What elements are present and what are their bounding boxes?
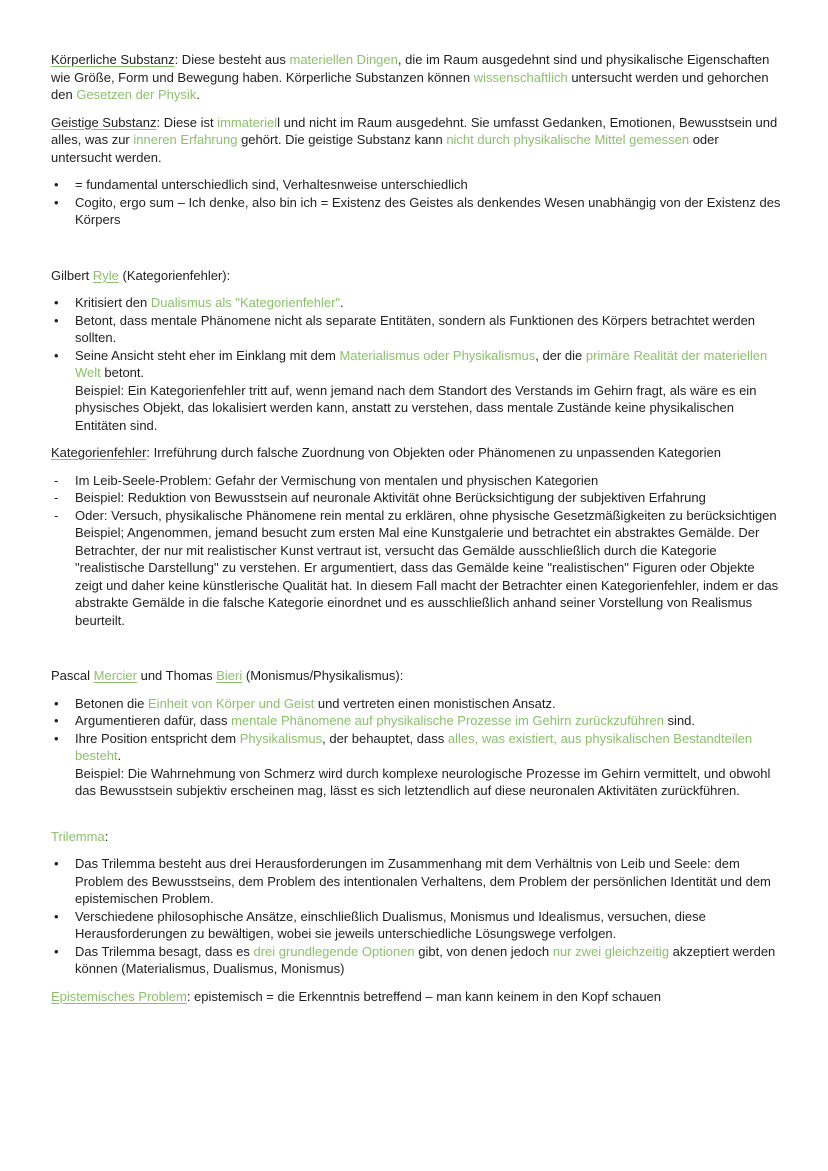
paragraph bbox=[51, 267, 781, 285]
dash-bullet-icon: - bbox=[54, 472, 59, 488]
list-item bbox=[51, 194, 781, 229]
text-run: : Irreführung durch falsche Zuordnung von Objekten oder Phänomenen zu unpassenden Kategorien bbox=[146, 445, 721, 460]
text-run: Verschiedene philosophische Ansätze, einschließlich Dualismus, Monismus und Idealismus, versuchen, diese Herausforderungen zu bewältigen, wobei sie jeweils unterschiedliche Lösungswege verfolgen. bbox=[75, 908, 706, 941]
list-item bbox=[51, 712, 781, 730]
text-run: : bbox=[104, 828, 109, 844]
text-run: sind. bbox=[663, 713, 696, 728]
paragraph bbox=[51, 444, 781, 462]
text-run: Das Trilemma besagt, dass es bbox=[75, 943, 254, 959]
highlighted-text: immateriel bbox=[217, 114, 278, 130]
text-run: akzeptiert werden können (Materialismus, Dualismus, Monismus) bbox=[75, 943, 776, 976]
text-run: , die im Raum ausgedehnt sind und physikalische Eigenschaften wie Größe, Form und Bewegung haben. Körperliche Substanzen können bbox=[51, 52, 770, 85]
dot-bullet-icon: • bbox=[54, 295, 59, 310]
highlighted-text: Materialismus oder Physikalismus bbox=[339, 347, 536, 363]
highlighted-text: Bieri bbox=[216, 668, 243, 683]
bullet-list bbox=[51, 472, 781, 630]
dot-bullet-icon: • bbox=[54, 730, 59, 746]
document-page bbox=[51, 51, 781, 1005]
text-run: Beispiel: Die Wahrnehmung von Schmerz wird durch komplexe neurologische Prozesse im Gehirn vermittelt, und obwohl das Bewusstsein subjektiv erscheinen mag, lässt es sich letztendlich auf diese neuronalen Aktivitäten zurückführen. bbox=[75, 765, 771, 798]
text-run: Pascal bbox=[51, 668, 94, 683]
text-run: , der die bbox=[535, 347, 586, 363]
text-run: Beispiel; Angenommen, jemand besucht zum ersten Mal eine Kunstgalerie und betrachtet ein abstraktes Gemälde. Der Betrachter, der nur mit realistischer Kunst vertraut ist, versucht das Gemälde ausschließlich durch die Kategorie "realistische Darstellung" zu verstehen. Er argumentiert, dass das Gemälde keine "realistischen" Figuren oder Objekte zeigt und daher keine künstlerische Qualität hat. In diesem Fall macht der Betrachter einen Kategorienfehler, indem er das abstrakte Gemälde in die falsche Kategorie einordnet und es ausschließlich anhand seiner Vorstellung von Realismus beurteilt. bbox=[75, 525, 779, 628]
text-run: untersucht werden und gehorchen den bbox=[51, 69, 769, 102]
list-item bbox=[51, 507, 781, 525]
paragraph bbox=[51, 114, 781, 167]
highlighted-text: Gesetzen der Physik bbox=[76, 87, 197, 102]
list-item bbox=[51, 908, 781, 943]
text-run: Cogito, ergo sum – Ich denke, also bin ich = Existenz des Geistes als denkendes Wesen unabhängig von der Existenz des Körpers bbox=[75, 194, 781, 227]
list-item bbox=[51, 176, 781, 194]
text-run: Argumentieren dafür, dass bbox=[75, 713, 232, 728]
underlined-term: Körperliche Substanz bbox=[51, 52, 175, 67]
text-run: Gilbert bbox=[51, 267, 93, 283]
paragraph bbox=[51, 667, 781, 685]
highlighted-text: inneren Erfahrung bbox=[133, 132, 238, 147]
text-run: = fundamental unterschiedlich sind, Verhaltesnweise unterschiedlich bbox=[75, 177, 468, 192]
highlighted-text: Dualismus als "Kategorienfehler" bbox=[150, 295, 341, 310]
text-run: . bbox=[340, 295, 344, 310]
highlighted-text: nicht durch physikalische Mittel gemessen bbox=[446, 132, 690, 147]
text-run: : epistemisch = die Erkenntnis betreffend – man kann keinem in den Kopf schauen bbox=[186, 988, 662, 1004]
paragraph bbox=[51, 828, 781, 846]
text-run: und vertreten einen monistischen Ansatz. bbox=[314, 695, 556, 711]
highlighted-text: Einheit von Körper und Geist bbox=[148, 695, 315, 711]
dot-bullet-icon: • bbox=[54, 908, 59, 924]
highlighted-text: materiellen Dingen bbox=[289, 52, 398, 67]
text-run: , der behauptet, dass bbox=[322, 730, 448, 746]
dot-bullet-icon: • bbox=[54, 312, 59, 328]
text-run: Oder: Versuch, physikalische Phänomene rein mental zu erklären, ohne physische Gesetzmäßigkeiten zu berücksichtigen bbox=[75, 507, 777, 523]
highlighted-text: mentale Phänomene auf physikalische Prozesse im Gehirn zurückzuführen bbox=[231, 713, 664, 728]
text-run: Ihre Position entspricht dem bbox=[75, 730, 240, 746]
underlined-term: Kategorienfehler bbox=[51, 445, 147, 460]
text-run: und Thomas bbox=[136, 668, 217, 683]
bullet-list bbox=[51, 176, 781, 229]
list-item bbox=[51, 294, 781, 312]
highlighted-text: Epistemisches Problem bbox=[51, 988, 187, 1004]
text-run: . bbox=[117, 748, 122, 763]
dot-bullet-icon: • bbox=[54, 856, 59, 871]
text-run: oder untersucht werden. bbox=[51, 132, 719, 165]
list-item bbox=[51, 472, 781, 490]
text-run: Kritisiert den bbox=[75, 295, 151, 310]
text-run: (Monismus/Physikalismus): bbox=[242, 668, 404, 683]
text-run: Seine Ansicht steht eher im Einklang mit dem bbox=[75, 347, 340, 363]
text-run: gibt, von denen jedoch bbox=[414, 943, 553, 959]
text-run: Betont, dass mentale Phänomene nicht als separate Entitäten, sondern als Funktionen des Körpers betrachtet werden sollten. bbox=[75, 312, 756, 345]
dot-bullet-icon: • bbox=[54, 194, 59, 210]
highlighted-text: wissenschaftlich bbox=[473, 69, 568, 85]
highlighted-text: alles, was existiert, aus physikalischen Bestandteilen besteht bbox=[75, 730, 753, 763]
text-run: l und nicht im Raum ausgedehnt. Sie umfasst Gedanken, Emotionen, Bewusstsein und alles, was zur bbox=[51, 114, 778, 147]
text-run: Das Trilemma besteht aus drei Herausforderungen im Zusammenhang mit dem Verhältnis von Leib und Seele: dem Problem des Bewusstseins, dem Problem des intentionalen Verhaltens, dem Problem der persönlichen Identität und dem epistemischen Problem. bbox=[75, 856, 771, 906]
text-run: : Diese ist bbox=[156, 114, 218, 130]
dot-bullet-icon: • bbox=[54, 943, 59, 959]
dash-bullet-icon: - bbox=[54, 507, 59, 523]
paragraph bbox=[51, 51, 781, 104]
text-run: Beispiel: Ein Kategorienfehler tritt auf, wenn jemand nach dem Standort des Verstands im Gehirn fragt, als wäre es ein physisches Objekt, das lokalisiert werden kann, anstatt zu verstehen, dass mentale Zustände keine physikalischen Entitäten sind. bbox=[75, 382, 757, 433]
text-run: gehört. Die geistige Substanz kann bbox=[237, 132, 447, 147]
text-run: (Kategorienfehler): bbox=[118, 267, 231, 283]
paragraph bbox=[51, 988, 781, 1006]
dot-bullet-icon: • bbox=[54, 347, 59, 363]
list-item bbox=[51, 730, 781, 765]
text-run: Im Leib-Seele-Problem: Gefahr der Vermischung von mentalen und physischen Kategorien bbox=[75, 472, 599, 488]
dot-bullet-icon: • bbox=[54, 695, 59, 711]
text-run: Betonen die bbox=[75, 695, 149, 711]
list-item bbox=[51, 855, 781, 908]
underlined-term: Geistige Substanz bbox=[51, 114, 157, 130]
highlighted-text: Mercier bbox=[93, 668, 137, 683]
text-run: . bbox=[196, 87, 200, 102]
dash-bullet-icon: - bbox=[54, 490, 59, 505]
list-item bbox=[51, 943, 781, 978]
highlighted-text: Physikalismus bbox=[239, 730, 323, 746]
list-item bbox=[51, 489, 781, 507]
bullet-list bbox=[51, 294, 781, 434]
dot-bullet-icon: • bbox=[54, 177, 59, 192]
highlighted-text: primäre Realität der materiellen Welt bbox=[75, 347, 768, 380]
dot-bullet-icon: • bbox=[54, 713, 59, 728]
text-run: betont. bbox=[100, 365, 145, 380]
list-item bbox=[51, 765, 781, 800]
list-item bbox=[51, 524, 781, 629]
highlighted-text: Trilemma bbox=[51, 828, 105, 844]
bullet-list bbox=[51, 855, 781, 978]
list-item bbox=[51, 382, 781, 435]
text-run: : Diese besteht aus bbox=[174, 52, 290, 67]
list-item bbox=[51, 312, 781, 347]
list-item bbox=[51, 347, 781, 382]
list-item bbox=[51, 695, 781, 713]
text-run: Beispiel: Reduktion von Bewusstsein auf neuronale Aktivität ohne Berücksichtigung der subjektiven Erfahrung bbox=[75, 490, 706, 505]
highlighted-text: nur zwei gleichzeitig bbox=[552, 943, 670, 959]
highlighted-text: Ryle bbox=[92, 267, 119, 283]
highlighted-text: drei grundlegende Optionen bbox=[253, 943, 415, 959]
bullet-list bbox=[51, 695, 781, 800]
